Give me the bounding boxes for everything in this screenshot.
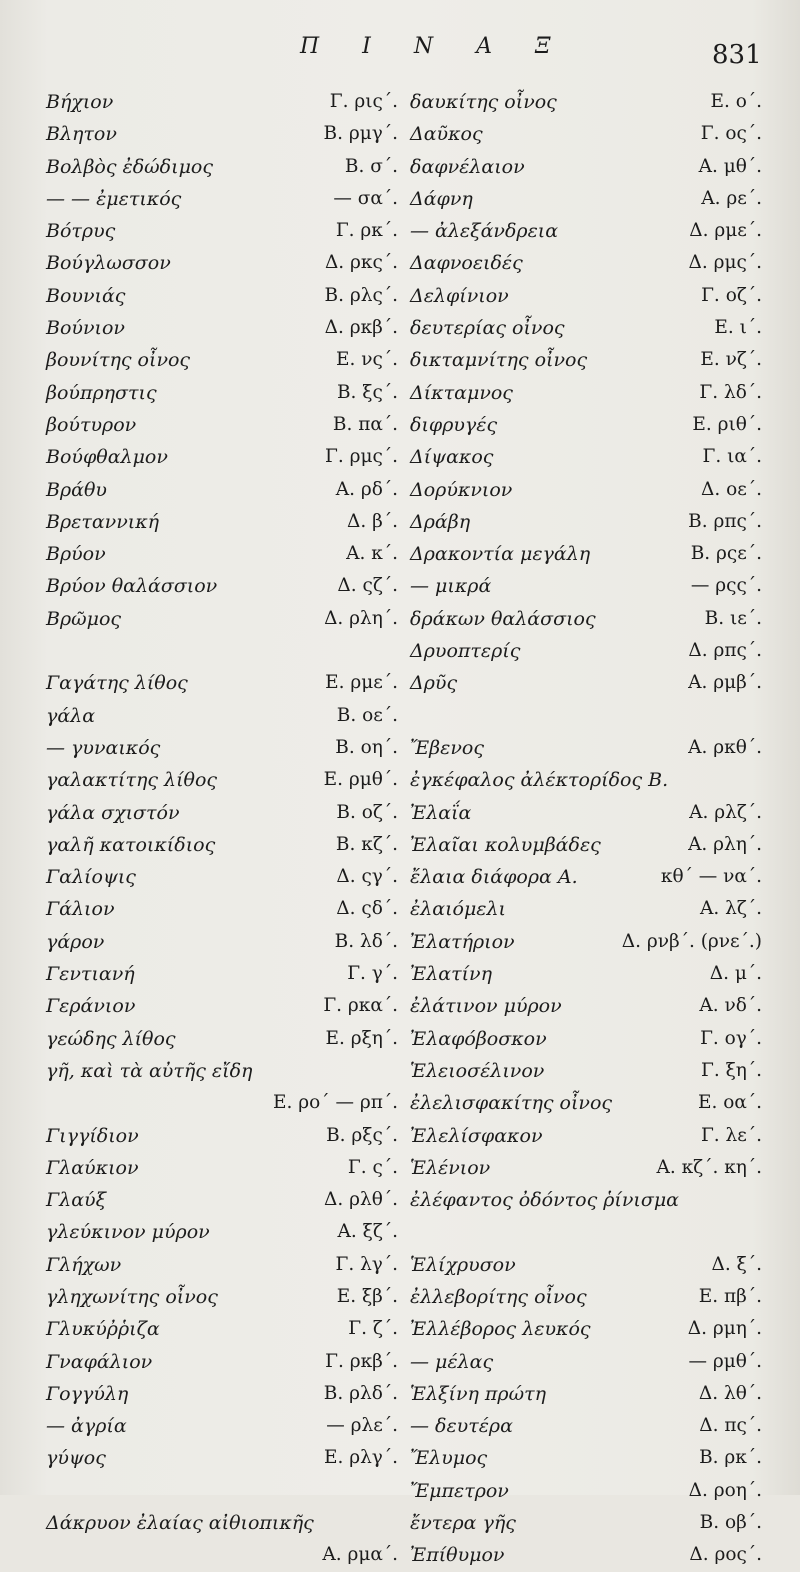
index-entry [46,1216,398,1248]
entry-reference: Δ. ρμε΄. [689,220,762,242]
entry-term: γληχωνίτης οἶνος [46,1285,218,1308]
entry-term: Δρῦς [410,672,458,695]
entry-term: Ἐλατήριον [410,930,515,953]
index-entry [46,926,398,958]
entry-reference: Γ. ρις΄. [329,91,398,112]
entry-term: — — ἐμετικός [46,187,182,210]
index-entry [410,1152,762,1184]
entry-reference: Δ. μ΄. [709,963,762,985]
index-entry [46,312,398,344]
index-entry [46,1152,398,1184]
entry-term: Βλητον [46,123,117,146]
entry-term: Βρύον [46,543,106,566]
entry-term: βουνίτης οἶνος [46,349,191,372]
entry-reference: Δ. ρμς΄. [688,252,762,274]
index-entry [46,1055,398,1087]
entry-reference: Β. ρξς΄. [326,1124,398,1146]
entry-reference: Ε. ρο΄ — ρπ΄. [273,1092,398,1114]
entry-term: Ἐλαΐα [410,801,472,824]
index-entry [410,247,762,279]
entry-reference: Δ. β΄. [347,510,398,532]
entry-term: Γιγγίδιον [46,1124,139,1147]
entry-reference: Γ. ογ΄. [700,1027,762,1049]
entry-term: Βρεταννική [46,510,160,533]
index-entry [46,377,398,409]
entry-term: γαλακτίτης λίθος [46,769,218,792]
entry-term: Δαφνοειδές [410,252,523,275]
entry-term: Ἐλαφόβοσκον [410,1027,547,1050]
index-entry [410,151,762,183]
index-entry [410,603,762,635]
index-entry [410,1055,762,1087]
entry-reference: Β. ξς΄. [336,381,398,403]
entry-reference: Γ. ξη΄. [700,1059,762,1081]
entry-reference: Α. ρδ΄. [335,478,398,500]
entry-reference: Ε. πβ΄. [698,1285,762,1307]
index-entry [46,990,398,1022]
entry-reference: Δ. ςδ΄. [336,898,398,920]
index-entry [410,732,762,764]
entry-term: δαυκίτης οἶνος [410,91,557,113]
entry-term: — μέλας [410,1350,494,1373]
index-entry [410,958,762,990]
index-entry [46,958,398,990]
entry-reference: Ε. ρλγ΄. [323,1447,398,1469]
index-entry [46,1346,398,1378]
index-entry [410,1410,762,1442]
index-entry [46,1378,398,1410]
entry-reference: Β. ρμγ΄. [323,123,398,145]
entry-term: Γάλιον [46,898,115,921]
entry-term: Δρακοντία μεγάλη [410,543,591,566]
entry-term: Γλήχων [46,1253,122,1276]
index-column-right [410,86,762,1572]
entry-term: γαλῆ κατοικίδιος [46,833,216,856]
entry-reference: Β. λδ΄. [334,930,398,952]
entry-term: βούπρηστις [46,381,157,404]
page-header [0,30,800,70]
entry-reference: Α. κ΄. [346,543,398,565]
entry-reference: Γ. λε΄. [700,1124,762,1146]
entry-term: ἐλέφαντος ὀδόντος ῥίνισμα [410,1189,680,1212]
index-entry [46,570,398,602]
entry-reference: Δ. πς΄. [699,1415,762,1437]
entry-reference: Δ. ρκς΄. [324,252,398,274]
index-entry [410,280,762,312]
index-entry [410,183,762,215]
index-entry [46,1281,398,1313]
index-entry [410,1216,762,1248]
index-entry [410,377,762,409]
entry-term: Βράθυ [46,478,107,501]
index-entry [46,1249,398,1281]
entry-reference: Β. οη΄. [335,736,398,758]
entry-reference: Ε. ρμε΄. [325,672,398,694]
entry-reference: Γ. λδ΄. [699,381,762,403]
entry-term: ἐλαιόμελι [410,898,506,921]
entry-reference: Α. ρμβ΄. [688,672,762,694]
index-entry [410,893,762,925]
entry-reference: Α. ξζ΄. [337,1221,398,1243]
entry-reference: Α. ρμα΄. [322,1544,398,1566]
entry-reference: Β. ιε΄. [704,607,762,629]
page-number: 831 [712,40,762,70]
index-entry [410,312,762,344]
index-entry [410,1120,762,1152]
entry-term: γάλα [46,704,96,727]
entry-reference: Ε. ριθ΄. [692,413,762,435]
page-title: Π Ι Ν Α Ξ [300,34,569,59]
entry-term: — δευτέρα [410,1415,513,1438]
entry-term: γάρον [46,930,105,953]
entry-reference: Δ. ςγ΄. [336,866,398,888]
entry-reference: Γ. γ΄. [347,963,398,985]
index-entry [46,215,398,247]
index-entry [46,797,398,829]
entry-term: ἐλάτινον μύρον [410,995,562,1018]
entry-term: Δίκταμνος [410,381,513,404]
entry-reference: Β. ρλδ΄. [323,1382,398,1404]
entry-term: Δελφίνιον [410,284,509,307]
entry-reference: Δ. ρπς΄. [688,640,762,662]
index-entry [410,1442,762,1474]
entry-term: Γεντιανή [46,963,135,986]
index-entry [46,441,398,473]
index-entry [46,732,398,764]
entry-reference: Δ. ρμη΄. [687,1318,762,1340]
index-entry [410,1539,762,1571]
entry-term: δράκων θαλάσσιος [410,607,596,630]
entry-reference: κθ΄ — να΄. [660,866,762,888]
index-entry [410,1475,762,1507]
entry-term: Βούφθαλμον [46,446,168,469]
index-entry [410,764,762,796]
index-entry [46,247,398,279]
entry-term: Ἔμπετρον [410,1479,509,1502]
entry-term: Ἐπίθυμον [410,1544,505,1567]
entry-reference: Α. νδ΄. [699,995,762,1017]
index-entry [410,474,762,506]
entry-term: Ἑλένιον [410,1156,491,1179]
entry-reference: Δ. ροη΄. [688,1479,762,1501]
entry-reference: Α. ρλζ΄. [689,801,762,823]
entry-reference: Δ. ρλθ΄. [324,1189,398,1211]
entry-term: Γογγύλη [46,1382,129,1405]
entry-term: Βούγλωσσον [46,252,171,275]
index-entry [410,409,762,441]
index-entry [410,506,762,538]
entry-term: — γυναικός [46,736,161,759]
entry-reference: Γ. ς΄. [347,1156,398,1178]
entry-reference: Δ. λθ΄. [698,1382,762,1404]
index-entry [46,86,398,118]
entry-term: Δάκρυον ἐλαίας αἰθιοπικῆς [46,1512,314,1535]
index-entry [410,1378,762,1410]
index-entry [410,700,762,732]
entry-term: — ἀγρία [46,1415,127,1438]
index-entry [46,183,398,215]
entry-reference: Β. σ΄. [344,155,398,177]
entry-reference: Δ. ξ΄. [711,1253,762,1275]
entry-term: Ἑλίχρυσον [410,1253,516,1276]
entry-term: γῆ, καὶ τὰ αὐτῆς εἴδη [46,1059,253,1082]
entry-reference: Δ. οε΄. [701,478,762,500]
index-entry [46,1442,398,1474]
entry-term: Βουνιάς [46,284,126,307]
entry-reference: Γ. ρμς΄. [325,446,398,468]
entry-term: Γλυκύῤῥιζα [46,1318,160,1341]
entry-term: Γλαύκιον [46,1156,139,1179]
index-entry [46,861,398,893]
entry-term: Ἐλατίνη [410,963,492,986]
entry-term: Ἔβενος [410,736,484,759]
index-entry [410,829,762,861]
index-entry [410,215,762,247]
entry-reference: Δ. ρνβ΄. (ρνε΄.) [621,930,762,952]
entry-reference: Ε. οα΄. [697,1092,762,1114]
entry-term: Ἑλειοσέλινον [410,1059,545,1082]
entry-term: — ἀλεξάνδρεια [410,220,559,243]
entry-reference: Α. ρε΄. [701,187,762,209]
index-entry [410,926,762,958]
index-column-left [46,86,398,1572]
entry-term: ἔλαια διάφορα Α. [410,866,578,889]
entry-term: Ἔλυμος [410,1447,488,1470]
entry-term: Δαῦκος [410,123,483,146]
index-entry [410,1507,762,1539]
entry-term: Δίψακος [410,446,494,469]
entry-reference: Β. κζ΄. [335,833,398,855]
entry-reference: Γ. ρκβ΄. [325,1350,398,1372]
entry-term: Γεράνιον [46,995,136,1018]
entry-reference: Β. ρπς΄. [688,510,762,532]
entry-term: δικταμνίτης οἶνος [410,349,588,372]
index-entry [46,118,398,150]
index-entry [46,280,398,312]
index-entry [46,474,398,506]
index-entry [46,1087,398,1119]
index-entry [46,1184,398,1216]
entry-term: διφρυγές [410,413,498,436]
entry-reference: Β. ρςε΄. [690,543,762,565]
entry-reference: Γ. οζ΄. [701,284,762,306]
entry-reference: Α. ρλη΄. [688,833,762,855]
entry-reference: — ρμθ΄. [688,1350,762,1372]
entry-term: — μικρά [410,575,492,598]
entry-term: ἐγκέφαλος ἀλέκτορίδος Β. [410,769,669,792]
index-entry [46,1120,398,1152]
entry-reference: Δ. ρος΄. [689,1544,762,1566]
entry-term: Γλαύξ [46,1189,107,1212]
entry-reference: Δ. ρλη΄. [324,607,398,629]
entry-term: ἐλελισφακίτης οἶνος [410,1092,613,1115]
entry-term: Βολβὸς ἐδώδιμος [46,155,213,178]
entry-term: Βήχιον [46,91,114,113]
index-entry [46,151,398,183]
index-entry [46,829,398,861]
entry-term: γλεύκινον μύρον [46,1221,210,1244]
index-entry [46,603,398,635]
index-entry [410,86,762,118]
entry-term: δαφνέλαιον [410,155,525,178]
entry-term: Βότρυς [46,220,116,243]
entry-term: Βρύον θαλάσσιον [46,575,218,598]
entry-reference: — σα΄. [333,187,398,209]
entry-term: γύψος [46,1447,106,1470]
entry-reference: Α. μθ΄. [698,155,762,177]
index-entry [46,538,398,570]
entry-reference: Γ. ια΄. [702,446,762,468]
entry-term: Γαλίοψις [46,866,136,889]
entry-reference: Γ. ζ΄. [348,1318,398,1340]
entry-term: γάλα σχιστόν [46,801,180,824]
index-entry [46,409,398,441]
index-entry [410,635,762,667]
index-entry [46,1539,398,1571]
entry-term: Δρυοπτερίς [410,640,521,663]
index-entry [410,344,762,376]
index-entry [410,118,762,150]
entry-reference: Γ. λγ΄. [335,1253,398,1275]
entry-reference: Β. οβ΄. [699,1512,762,1534]
entry-term: δευτερίας οἶνος [410,317,565,340]
entry-term: ἐλλεβορίτης οἶνος [410,1285,587,1308]
index-entry [410,538,762,570]
entry-reference: Ε. ξβ΄. [336,1285,398,1307]
index-entry [46,700,398,732]
entry-term: Ἐλελίσφακον [410,1124,543,1147]
index-entry [410,570,762,602]
entry-reference: Ε. ρξη΄. [325,1027,398,1049]
entry-term: Γαγάτης λίθος [46,672,188,695]
entry-term: Βρῶμος [46,607,122,630]
entry-term: βούτυρον [46,413,137,436]
index-entry [410,1087,762,1119]
entry-reference: Β. ρλς΄. [324,284,398,306]
entry-term: Δράβη [410,510,471,533]
index-entry [46,1023,398,1055]
entry-reference: — ρλε΄. [326,1415,398,1437]
index-entry [410,441,762,473]
entry-term: Ἐλαῖαι κολυμβάδες [410,833,601,856]
index-entry [410,1023,762,1055]
index-entry [46,893,398,925]
index-entry [46,635,398,667]
index-entry [46,344,398,376]
entry-term: ἔντερα γῆς [410,1512,516,1535]
index-entry [410,861,762,893]
entry-reference: Δ. ρκβ΄. [324,317,398,339]
entry-reference: Ε. ι΄. [714,317,762,339]
entry-reference: Β. πα΄. [332,413,398,435]
entry-term: Ἑλξίνη πρώτη [410,1382,546,1405]
entry-reference: Γ. ρκα΄. [323,995,398,1017]
entry-term: Ἐλλέβορος λευκός [410,1318,591,1341]
index-entry [410,667,762,699]
index-entry [410,1184,762,1216]
entry-reference: Β. οζ΄. [336,801,398,823]
entry-term: Γναφάλιον [46,1350,153,1373]
entry-term: Δάφνη [410,187,473,210]
index-entry [410,797,762,829]
index-entry [410,1281,762,1313]
index-entry [410,1249,762,1281]
entry-reference: Α. λζ΄. [699,898,762,920]
index-entry [46,1410,398,1442]
entry-term: Βούνιον [46,317,125,340]
index-entry [46,506,398,538]
index-entry [46,764,398,796]
entry-term: Δορύκνιον [410,478,513,501]
entry-reference: Α. κζ΄. κη΄. [656,1156,762,1178]
entry-reference: Ε. νς΄. [335,349,398,371]
entry-reference: Γ. ος΄. [700,123,762,145]
entry-term: γεώδης λίθος [46,1027,176,1050]
entry-reference: Γ. ρκ΄. [335,220,398,242]
index-entry [46,1475,398,1507]
index-entry [46,1313,398,1345]
index-entry [410,1346,762,1378]
entry-reference: Δ. ςζ΄. [337,575,398,597]
entry-reference: Β. οε΄. [336,704,398,726]
index-entry [46,667,398,699]
entry-reference: Ε. ρμθ΄. [323,769,398,791]
index-entry [410,990,762,1022]
entry-reference: Ε. νζ΄. [700,349,762,371]
entry-reference: Ε. ο΄. [710,91,762,112]
index-entry [46,1507,398,1539]
entry-reference: Α. ρκθ΄. [688,736,762,758]
entry-reference: Β. ρκ΄. [699,1447,762,1469]
index-entry [410,1313,762,1345]
entry-reference: — ρςς΄. [690,575,762,597]
